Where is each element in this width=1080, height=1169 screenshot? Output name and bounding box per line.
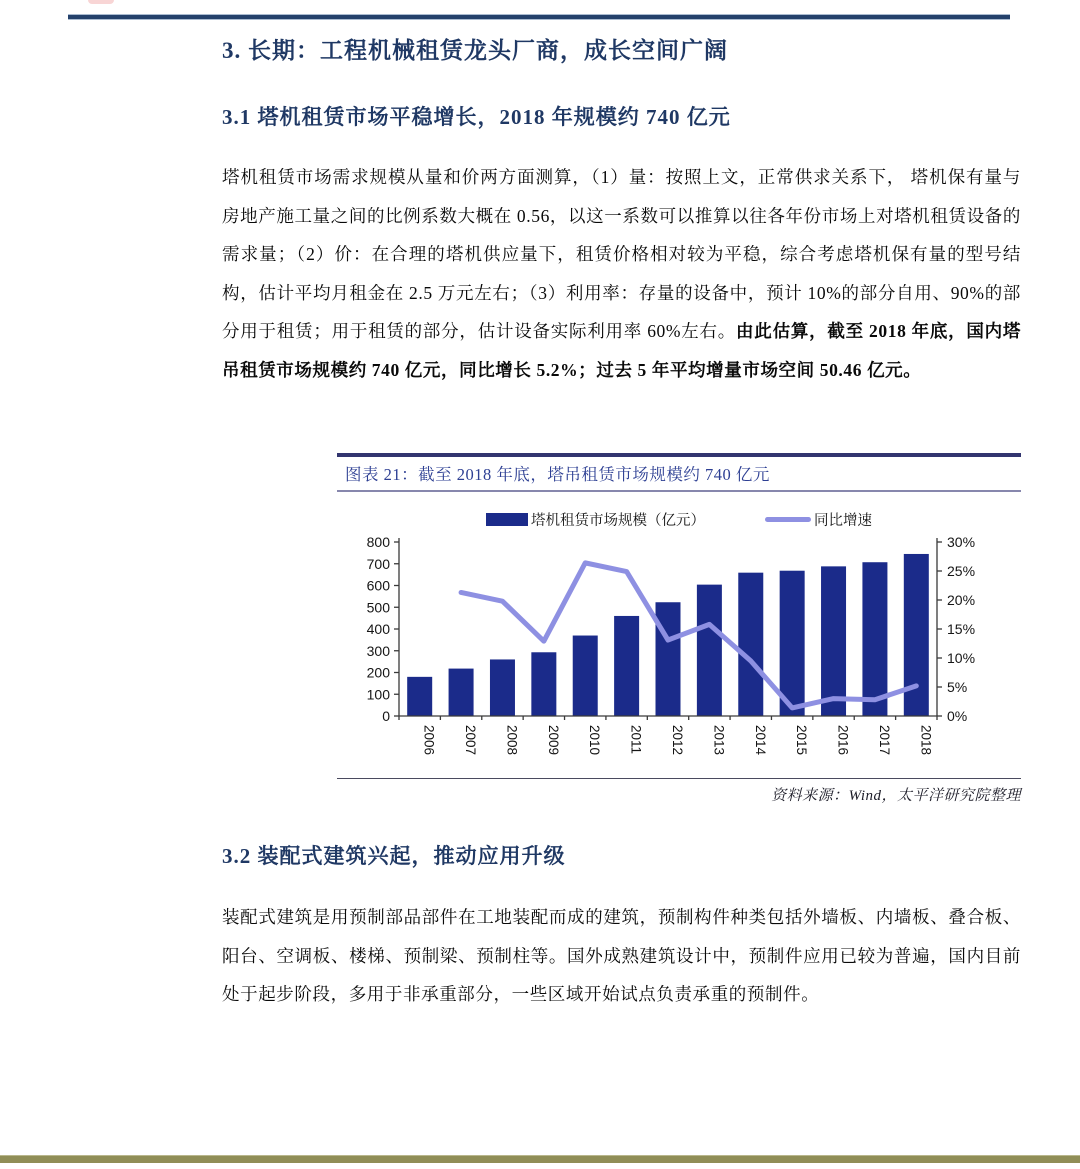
legend-item-bar	[486, 509, 705, 530]
svg-text:15%: 15%	[947, 621, 976, 637]
figure-caption: 图表 21：截至 2018 年底，塔吊租赁市场规模约 740 亿元	[337, 453, 1021, 492]
line-series-label: 同比增速	[814, 513, 872, 529]
svg-text:2008: 2008	[504, 725, 520, 756]
paragraph-bold-text: 由此估算，截至 2018 年底，国内塔吊租赁市场规模约 740 亿元，同比增长 5.2%；过去 5 年平均增量市场空间 50.46 亿元。	[222, 321, 1021, 380]
svg-text:25%: 25%	[947, 563, 976, 579]
svg-text:600: 600	[366, 577, 390, 594]
header-rule	[68, 14, 1010, 20]
svg-text:2017: 2017	[876, 725, 892, 756]
svg-text:2009: 2009	[545, 725, 561, 756]
svg-text:700: 700	[366, 555, 390, 572]
svg-text:2014: 2014	[752, 725, 768, 756]
tower-crane-rental-chart	[337, 532, 1021, 772]
svg-text:2010: 2010	[587, 725, 603, 756]
svg-text:2011: 2011	[628, 725, 644, 755]
svg-text:2016: 2016	[835, 725, 851, 756]
svg-text:5%: 5%	[947, 679, 968, 695]
bar-series-label: 塔机租赁市场规模（亿元）	[531, 513, 705, 529]
paragraph-normal-text: 塔机租赁市场需求规模从量和价两方面测算，（1）量：按照上文，正常供求关系下， 塔机保有量与房地产施工量之间的比例系数大概在 0.56，以这一系数可以推算以往各年份市场上对塔机租赁设备的需求量；（2）价：在合理的塔机供应量下，租赁价格相对较为平稳，综合考虑塔机保有量的型号结构，估计平均月租金在 2.5 万元左右；（3）利用率：存量的设备中，预计 10%的部分自用、90%的部分用于租赁；用于租赁的部分，估计设备实际利用率 60%左右。	[222, 167, 1021, 342]
line-series-swatch	[765, 517, 811, 522]
section-3-2-paragraph: 装配式建筑是用预制部品部件在工地装配而成的建筑，预制构件种类包括外墙板、内墙板、叠合板、阳台、空调板、楼梯、预制梁、预制柱等。国外成熟建筑设计中，预制件应用已较为普遍，国内目前处于起步阶段，多用于非承重部分，一些区域开始试点负责承重的预制件。	[222, 907, 1021, 1005]
section-3-2-heading: 3.2 装配式建筑兴起，推动应用升级	[222, 844, 566, 868]
svg-text:2015: 2015	[794, 725, 810, 756]
svg-text:0: 0	[382, 708, 390, 724]
svg-text:500: 500	[366, 599, 390, 616]
svg-text:2013: 2013	[711, 725, 727, 756]
svg-text:2018: 2018	[918, 725, 934, 756]
section-3-heading: 3. 长期：工程机械租赁龙头厂商，成长空间广阔	[222, 38, 728, 63]
svg-text:200: 200	[366, 664, 390, 681]
svg-text:2006: 2006	[421, 725, 437, 756]
section-3-1-heading: 3.1 塔机租赁市场平稳增长，2018 年规模约 740 亿元	[222, 105, 731, 129]
svg-text:2007: 2007	[463, 725, 479, 756]
svg-text:800: 800	[366, 534, 390, 550]
svg-text:300: 300	[366, 642, 390, 659]
svg-text:2012: 2012	[670, 725, 685, 756]
svg-text:0%: 0%	[947, 708, 968, 724]
legend-item-line	[765, 509, 872, 530]
section-3-1-paragraph	[222, 158, 1021, 390]
footer-rule	[0, 1155, 1080, 1163]
page-top-artifact	[88, 0, 114, 4]
bar-series-swatch	[486, 513, 528, 526]
svg-text:20%: 20%	[947, 592, 976, 608]
svg-text:100: 100	[366, 686, 390, 703]
chart-legend	[337, 509, 1021, 530]
svg-text:30%: 30%	[947, 534, 976, 550]
svg-text:400: 400	[366, 621, 390, 637]
svg-text:10%: 10%	[947, 650, 976, 666]
figure-source: 资料来源：Wind，太平洋研究院整理	[337, 778, 1021, 805]
figure-21	[337, 453, 1021, 805]
